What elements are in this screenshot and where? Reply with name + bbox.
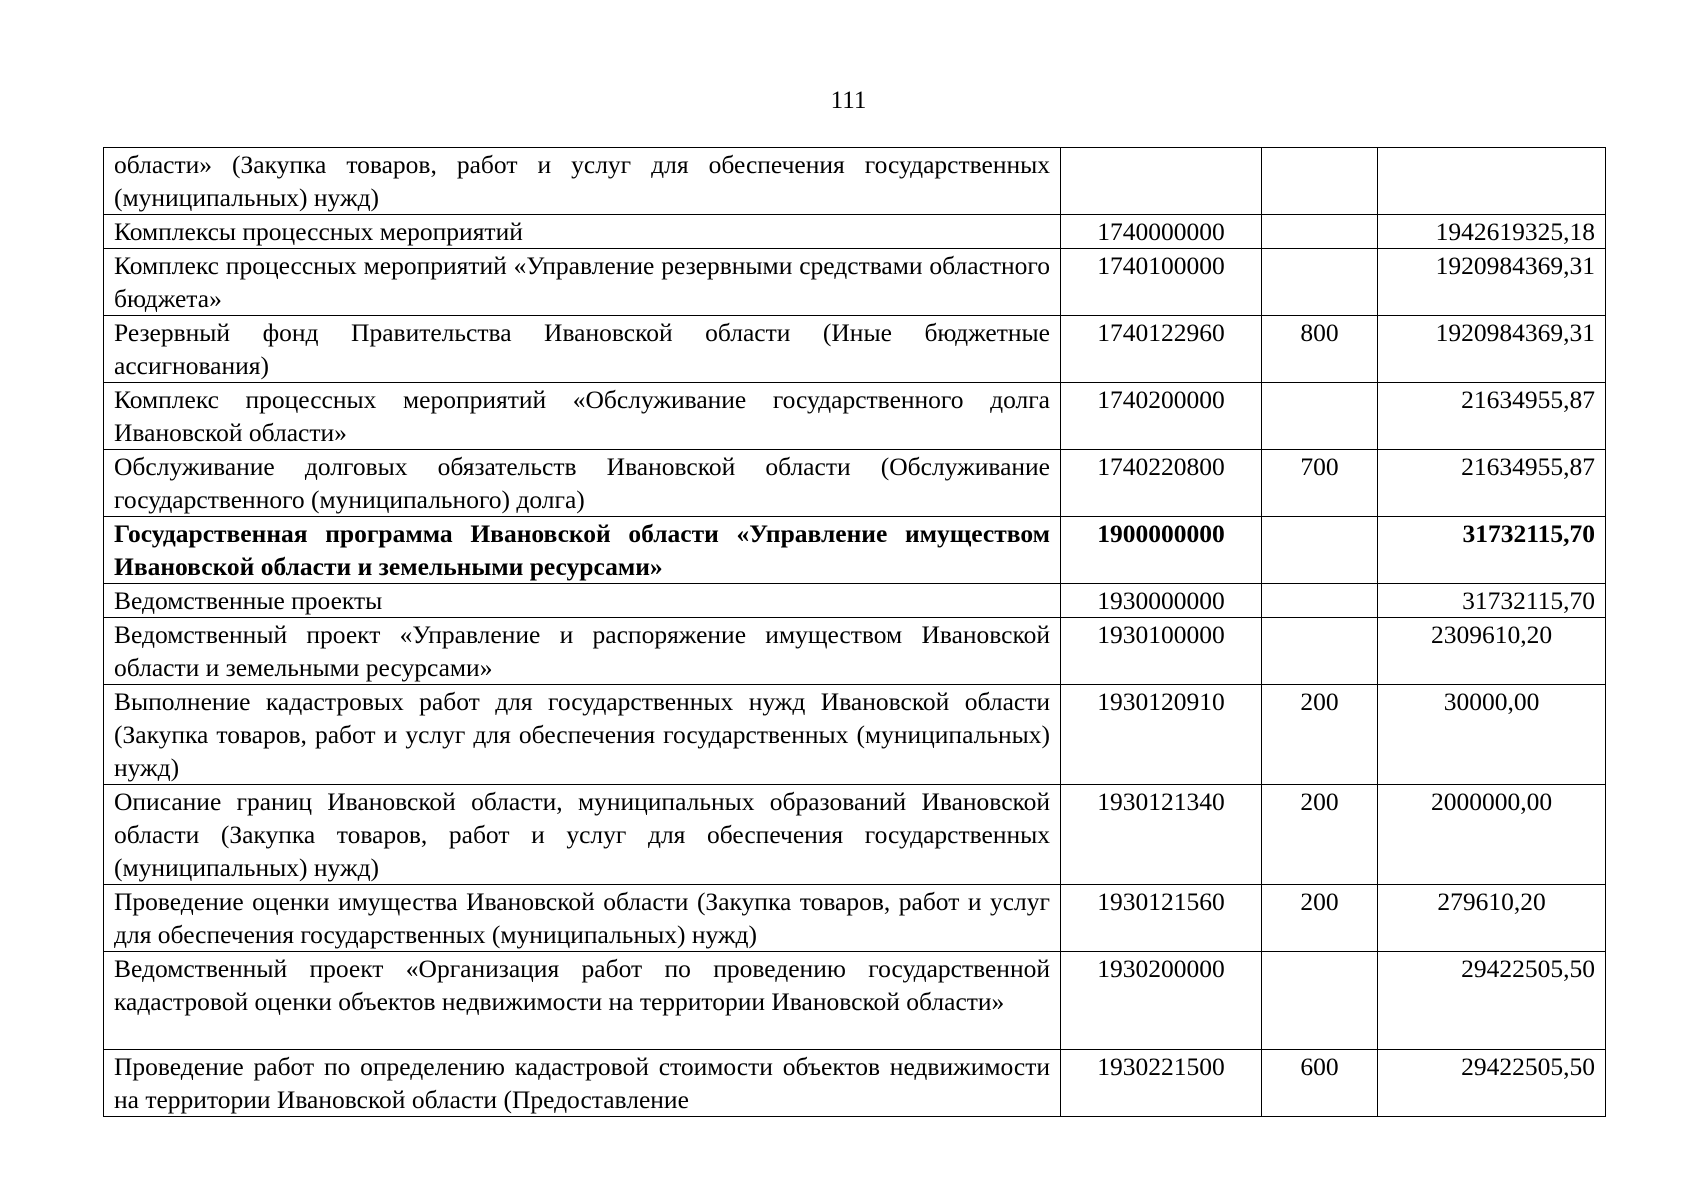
row-code-cell: 1740200000 (1061, 383, 1262, 450)
row-name-cell: Описание границ Ивановской области, муниципальных образований Ивановской области (Закупка товаров, работ и услуг для обеспечения государственных (муниципальных) нужд) (104, 785, 1061, 885)
row-type-cell: 200 (1262, 785, 1378, 885)
row-type-cell: 600 (1262, 1050, 1378, 1117)
row-type-cell (1262, 952, 1378, 1050)
budget-table-body (104, 148, 1606, 1117)
row-type-cell (1262, 249, 1378, 316)
row-code-cell: 1930221500 (1061, 1050, 1262, 1117)
row-sum-cell: 2309610,20 (1378, 618, 1606, 685)
table-row (104, 215, 1606, 249)
row-sum-cell: 21634955,87 (1378, 450, 1606, 517)
row-code-cell: 1930200000 (1061, 952, 1262, 1050)
row-type-cell (1262, 517, 1378, 584)
row-name-cell: Комплексы процессных мероприятий (104, 215, 1061, 249)
row-type-cell (1262, 618, 1378, 685)
row-type-cell: 200 (1262, 885, 1378, 952)
row-name-cell: области» (Закупка товаров, работ и услуг для обеспечения государственных (муниципальных) нужд) (104, 148, 1061, 215)
table-row (104, 584, 1606, 618)
row-sum-cell: 30000,00 (1378, 685, 1606, 785)
table-row (104, 785, 1606, 885)
row-sum-cell: 29422505,50 (1378, 952, 1606, 1050)
row-type-cell (1262, 383, 1378, 450)
row-name-cell: Ведомственные проекты (104, 584, 1061, 618)
row-name-cell: Ведомственный проект «Организация работ по проведению государственной кадастровой оценки объектов недвижимости на территории Ивановской области» (104, 952, 1061, 1050)
row-sum-cell: 31732115,70 (1378, 517, 1606, 584)
page-number: 111 (830, 87, 867, 114)
row-name-cell: Проведение работ по определению кадастровой стоимости объектов недвижимости на территории Ивановской области (Предоставление (104, 1050, 1061, 1117)
row-code-cell: 1930120910 (1061, 685, 1262, 785)
row-name-cell: Государственная программа Ивановской области «Управление имуществом Ивановской области и земельными ресурсами» (104, 517, 1061, 584)
row-sum-cell (1378, 148, 1606, 215)
row-code-cell: 1740100000 (1061, 249, 1262, 316)
table-row (104, 148, 1606, 215)
row-sum-cell: 1920984369,31 (1378, 316, 1606, 383)
row-type-cell (1262, 148, 1378, 215)
table-row (104, 316, 1606, 383)
row-code-cell (1061, 148, 1262, 215)
row-code-cell: 1930000000 (1061, 584, 1262, 618)
row-sum-cell: 21634955,87 (1378, 383, 1606, 450)
row-code-cell: 1740220800 (1061, 450, 1262, 517)
row-code-cell: 1740000000 (1061, 215, 1262, 249)
row-name-cell: Комплекс процессных мероприятий «Управление резервными средствами областного бюджета» (104, 249, 1061, 316)
row-name-cell: Обслуживание долговых обязательств Ивановской области (Обслуживание государственного (муниципального) долга) (104, 450, 1061, 517)
row-name-cell: Ведомственный проект «Управление и распоряжение имуществом Ивановской области и земельными ресурсами» (104, 618, 1061, 685)
table-row (104, 1050, 1606, 1117)
row-name-cell: Комплекс процессных мероприятий «Обслуживание государственного долга Ивановской области» (104, 383, 1061, 450)
row-name-cell: Резервный фонд Правительства Ивановской области (Иные бюджетные ассигнования) (104, 316, 1061, 383)
row-type-cell: 700 (1262, 450, 1378, 517)
row-sum-cell: 31732115,70 (1378, 584, 1606, 618)
row-name-cell: Выполнение кадастровых работ для государственных нужд Ивановской области (Закупка товаров, работ и услуг для обеспечения государственных (муниципальных) нужд) (104, 685, 1061, 785)
table-row (104, 885, 1606, 952)
row-type-cell: 200 (1262, 685, 1378, 785)
table-row (104, 952, 1606, 1050)
budget-table (103, 147, 1606, 1117)
table-row (104, 618, 1606, 685)
table-row (104, 517, 1606, 584)
row-code-cell: 1740122960 (1061, 316, 1262, 383)
row-code-cell: 1930121340 (1061, 785, 1262, 885)
table-row (104, 450, 1606, 517)
row-sum-cell: 279610,20 (1378, 885, 1606, 952)
row-type-cell (1262, 584, 1378, 618)
row-sum-cell: 29422505,50 (1378, 1050, 1606, 1117)
table-row (104, 249, 1606, 316)
row-code-cell: 1930100000 (1061, 618, 1262, 685)
table-row (104, 685, 1606, 785)
table-row (104, 383, 1606, 450)
row-sum-cell: 1920984369,31 (1378, 249, 1606, 316)
row-sum-cell: 2000000,00 (1378, 785, 1606, 885)
row-name-cell: Проведение оценки имущества Ивановской области (Закупка товаров, работ и услуг для обеспечения государственных (муниципальных) нужд) (104, 885, 1061, 952)
row-code-cell: 1930121560 (1061, 885, 1262, 952)
row-type-cell (1262, 215, 1378, 249)
row-sum-cell: 1942619325,18 (1378, 215, 1606, 249)
row-type-cell: 800 (1262, 316, 1378, 383)
row-code-cell: 1900000000 (1061, 517, 1262, 584)
